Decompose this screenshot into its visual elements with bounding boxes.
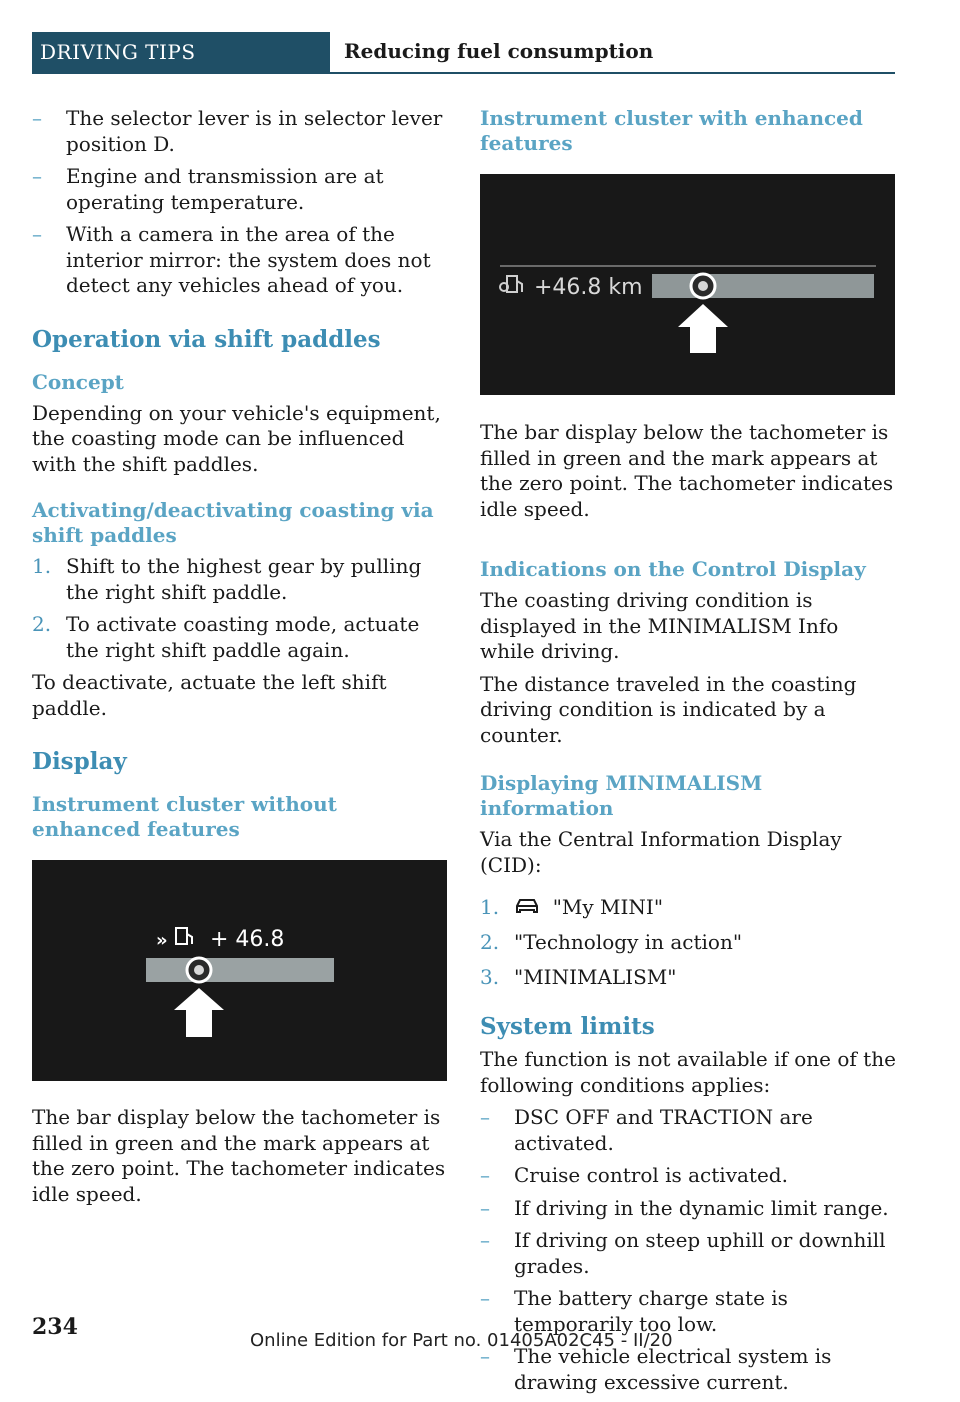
- list-item: 3. "MINIMALISM": [480, 964, 677, 989]
- list-item: 1. "My MINI": [480, 895, 896, 921]
- heading-system-limits: System limits: [480, 1013, 655, 1041]
- fig2-caption: The bar display below the tachometer is filled in green and the mark appears at the zero point. The tachometer indicates idle speed.: [480, 420, 894, 521]
- heading-minimalism: Displaying MINIMALISM information: [480, 771, 763, 820]
- via-cid-text: Via the Central Information Display (CID):: [480, 827, 842, 877]
- fig1-caption: The bar display below the tachometer is filled in green and the mark appears at the zero point. The tachometer indicates idle speed.: [32, 1105, 446, 1206]
- heading-cluster-enhanced: Instrument cluster with enhanced features: [480, 106, 863, 155]
- limits-intro: The function is not available if one of the following conditions applies:: [480, 1047, 896, 1097]
- left-column: [32, 106, 448, 1214]
- car-icon: [514, 896, 540, 922]
- list-item: – DSC OFF and TRACTION are activated.: [480, 1105, 813, 1155]
- zero-mark: [194, 965, 204, 975]
- list-item: – The selector lever is in selector lever position D.: [32, 106, 443, 156]
- page-header: [32, 32, 895, 74]
- list-item: – Cruise control is activated.: [480, 1163, 788, 1188]
- dash-bullet: –: [480, 1344, 490, 1369]
- list-item: 1. Shift to the highest gear by pulling the right shift paddle.: [32, 554, 422, 604]
- list-item: – With a camera in the area of the interior mirror: the system does not detect any vehicles ahead of you.: [32, 222, 431, 297]
- list-item: 2. "Technology in action": [480, 930, 743, 955]
- cluster-enhanced-svg: [480, 174, 895, 395]
- dash-bullet: –: [480, 1163, 490, 1188]
- menu-steps: [480, 895, 896, 990]
- steps-list: [32, 554, 448, 663]
- fig2-value: +46.8 km: [534, 275, 643, 300]
- cluster-basic-image: [32, 860, 447, 1081]
- cluster-basic-svg: [32, 860, 447, 1081]
- coasting-bar: [146, 958, 334, 982]
- heading-control-display: Indications on the Control Display: [480, 557, 866, 581]
- footer-edition: Online Edition for Part no. 01405A02C45 - II/20: [250, 1330, 673, 1351]
- control-text-1: The coasting driving condition is displayed in the MINIMALISM Info while driving.: [480, 588, 839, 663]
- concept-text: Depending on your vehicle's equipment, the coasting mode can be influenced with the shift paddles.: [32, 400, 441, 476]
- deactivate-text: To deactivate, actuate the left shift paddle.: [32, 670, 387, 720]
- dash-bullet: –: [32, 106, 42, 130]
- section-title: Reducing fuel consumption: [344, 39, 654, 63]
- dash-bullet: –: [480, 1105, 490, 1130]
- heading-activating: Activating/deactivating coasting via shift paddles: [32, 498, 434, 547]
- coasting-bar: [652, 274, 874, 298]
- limits-list: [480, 1105, 896, 1395]
- zero-mark: [698, 281, 708, 291]
- right-column: [480, 106, 896, 1402]
- control-text-2: The distance traveled in the coasting driving condition is indicated by a counter.: [480, 671, 857, 747]
- page-number: 234: [32, 1314, 78, 1340]
- cluster-enhanced-image: [480, 174, 895, 395]
- fig1-value: + 46.8: [210, 927, 285, 952]
- list-item: – If driving in the dynamic limit range.: [480, 1195, 889, 1220]
- chapter-label: DRIVING TIPS: [32, 32, 330, 72]
- chevron-icon: »: [156, 930, 168, 951]
- dash-bullet: –: [480, 1286, 490, 1311]
- heading-cluster-basic: Instrument cluster without enhanced features: [32, 792, 337, 841]
- heading-shift-paddles: Operation via shift paddles: [32, 325, 381, 353]
- dash-bullet: –: [480, 1195, 490, 1220]
- list-item: 2. To activate coasting mode, actuate the right shift paddle again.: [32, 612, 420, 662]
- conditions-list: [32, 106, 448, 299]
- dash-bullet: –: [480, 1228, 490, 1253]
- list-item: – The battery charge state is temporarily too low.: [480, 1286, 788, 1336]
- list-item: – If driving on steep uphill or downhill grades.: [480, 1228, 886, 1278]
- list-item: – Engine and transmission are at operating temperature.: [32, 164, 384, 214]
- heading-concept: Concept: [32, 369, 124, 394]
- list-item: – The vehicle electrical system is drawing excessive current.: [480, 1344, 832, 1394]
- dash-bullet: –: [32, 164, 42, 188]
- dash-bullet: –: [32, 222, 42, 246]
- heading-display: Display: [32, 748, 127, 775]
